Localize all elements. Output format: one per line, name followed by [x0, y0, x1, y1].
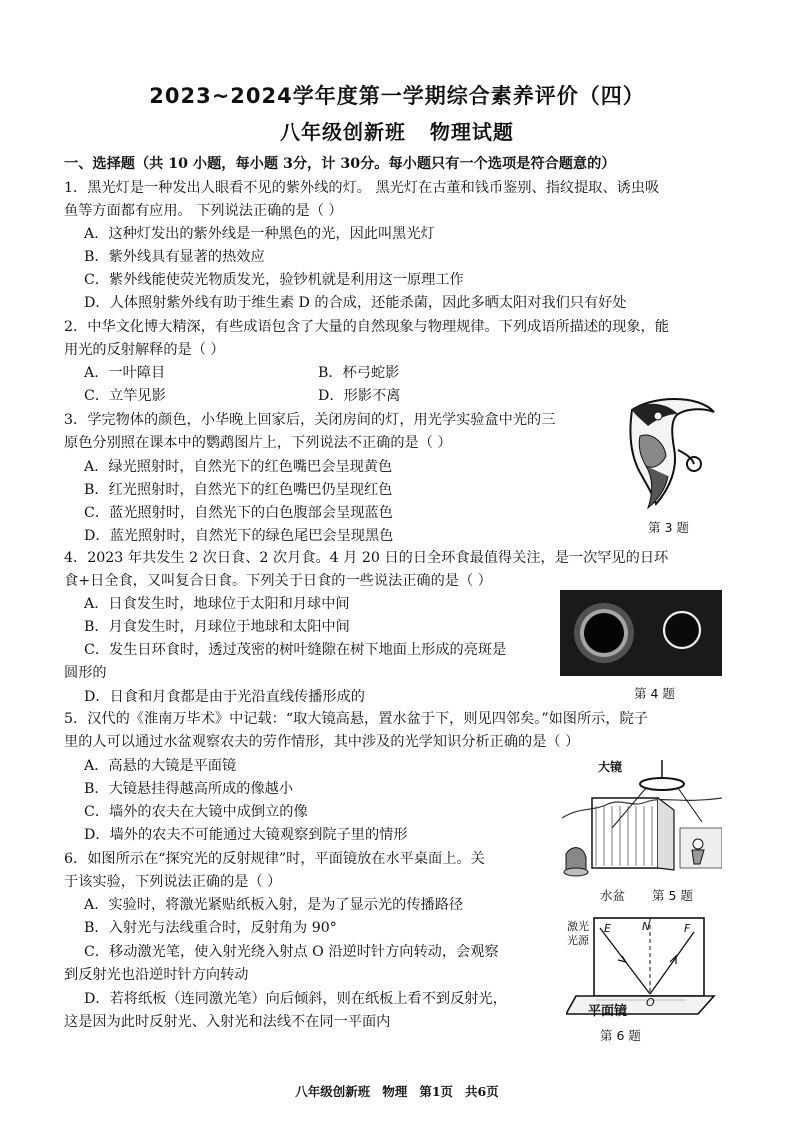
section-heading: 一、选择题（共 10 小题，每小题 3分，计 30分。每小题只有一个选项是符合题意的） [64, 156, 616, 172]
q5-figure-caption: 第 5 题 [652, 888, 693, 903]
q6-stem-line1: 6．如图所示在“探究光的反射规律”时，平面镜放在水平桌面上。关 [64, 851, 485, 867]
q2-option-d: D．形影不离 [318, 388, 401, 404]
q2-option-b: B．杯弓蛇影 [318, 365, 400, 381]
q6-option-d-line1: D．若将纸板（连同激光笔）向后倾斜，则在纸板上看不到反射光， [84, 991, 507, 1007]
q4-option-a: A．日食发生时，地球位于太阳和月球中间 [84, 596, 350, 612]
q5-label-basin: 水盆 [600, 888, 626, 903]
q5-option-c: C．墙外的农夫在大镜中成倒立的像 [84, 804, 308, 820]
q6-label-n: N [642, 920, 651, 933]
q4-stem-line1: 4．2023 年共发生 2 次日食、2 次月食。4 月 20 日的日全环食最值得关注，是一次罕见的日环 [64, 550, 669, 566]
q6-label-f: F [684, 922, 691, 935]
q6-label-plane-mirror: 平面镜 [588, 1004, 628, 1019]
q4-option-d: D．日食和月食都是由于光沿直线传播形成的 [84, 689, 365, 705]
q1-option-b: B．紫外线具有显著的热效应 [84, 249, 265, 265]
q5-option-b: B．大镜悬挂得越高所成的像越小 [84, 781, 294, 797]
q4-stem-line2: 食+日全食，又叫复合日食。下列关于日食的一些说法正确的是（ ） [64, 573, 492, 589]
q4-figure-caption: 第 4 题 [634, 686, 675, 701]
q1-option-a: A．这种灯发出的紫外线是一种黑色的光，因此叫黑光灯 [84, 226, 435, 242]
q2-option-a: A．一叶障目 [84, 365, 166, 381]
q6-stem-line2: 于该实验，下列说法正确的是（ ） [64, 874, 282, 890]
footer-total-pages: 共6页 [465, 1084, 499, 1099]
footer-class: 八年级创新班 [295, 1084, 371, 1099]
q3-option-c: C．蓝光照射时，自然光下的白色腹部会呈现蓝色 [84, 505, 393, 521]
footer-page-number: 第1页 [419, 1084, 454, 1099]
q4-option-c-line2: 圆形的 [64, 665, 107, 681]
q3-stem-line2: 原色分别照在课本中的鹦鹉图片上，下列说法不正确的是（ ） [64, 435, 452, 451]
q2-option-c: C．立竿见影 [84, 388, 166, 404]
q3-option-a: A．绿光照射时，自然光下的红色嘴巴会呈现黄色 [84, 459, 393, 475]
footer-subject: 物理 [382, 1084, 408, 1099]
q6-label-o: O [646, 996, 655, 1009]
q2-stem-line2: 用光的反射解释的是（ ） [64, 342, 225, 358]
q4-option-b: B．月食发生时，月球位于地球和太阳中间 [84, 619, 350, 635]
q6-label-laser-2: 光源 [567, 934, 589, 947]
q5-label-mirror: 大镜 [598, 760, 623, 774]
q6-option-d-line2: 这是因为此时反射光、入射光和法线不在同一平面内 [64, 1014, 391, 1030]
q6-option-c-line1: C．移动激光笔，使入射光绕入射点 O 沿逆时针方向转动，会观察 [84, 944, 499, 960]
q4-option-c-line1: C．发生日环食时，透过茂密的树叶缝隙在树下地面上形成的亮斑是 [84, 642, 507, 658]
q1-stem-line2: 鱼等方面都有应用。 下列说法正确的是（ ） [64, 203, 343, 219]
q2-stem-line1: 2．中华文化博大精深，有些成语包含了大量的自然现象与物理规律。下列成语所描述的现象，能 [64, 319, 669, 335]
q6-option-b: B．入射光与法线重合时，反射角为 90° [84, 920, 337, 936]
q5-stem-line1: 5．汉代的《淮南万毕术》中记载：“取大镜高悬，置水盆于下，则见四邻矣。”如图所示，院子 [64, 711, 648, 727]
q6-figure-caption: 第 6 题 [600, 1028, 641, 1043]
q1-stem-line1: 1．黑光灯是一种发出人眼看不见的紫外线的灯。 黑光灯在古董和钱币鉴别、指纹提取、诱虫吸 [64, 180, 660, 196]
q1-option-c: C．紫外线能使荧光物质发光，验钞机就是利用这一原理工作 [84, 272, 464, 288]
exam-title: 2023~2024学年度第一学期综合素养评价（四） [149, 84, 645, 108]
q6-label-e: E [604, 922, 611, 935]
q3-figure-caption: 第 3 题 [648, 520, 689, 535]
q5-stem-line2: 里的人可以通过水盆观察农夫的劳作情形，其中涉及的光学知识分析正确的是（ ） [64, 734, 580, 750]
eclipse-photo [560, 590, 722, 676]
parrot-figure [612, 392, 722, 512]
q3-option-d: D．蓝光照射时，自然光下的绿色尾巴会呈现黑色 [84, 528, 394, 544]
q3-option-b: B．红光照射时，自然光下的红色嘴巴仍呈现红色 [84, 482, 393, 498]
q6-option-c-line2: 到反射光也沿逆时针方向转动 [64, 967, 249, 983]
mirror-basin-figure [562, 758, 722, 878]
q3-stem-line1: 3．学完物体的颜色，小华晚上回家后，关闭房间的灯，用光学实验盒中光的三 [64, 412, 556, 428]
q5-option-a: A．高悬的大镜是平面镜 [84, 758, 237, 774]
exam-subtitle: 八年级创新班 物理试题 [280, 120, 514, 144]
q1-option-d: D．人体照射紫外线有助于维生素 D 的合成，还能杀菌，因此多晒太阳对我们只有好处 [84, 295, 627, 311]
page-footer [0, 1082, 794, 1100]
q6-option-a: A．实验时，将激光紧贴纸板入射，是为了显示光的传播路径 [84, 897, 464, 913]
q5-option-d: D．墙外的农夫不可能通过大镜观察到院子里的情形 [84, 827, 408, 843]
q6-label-laser-1: 激光 [567, 920, 589, 933]
